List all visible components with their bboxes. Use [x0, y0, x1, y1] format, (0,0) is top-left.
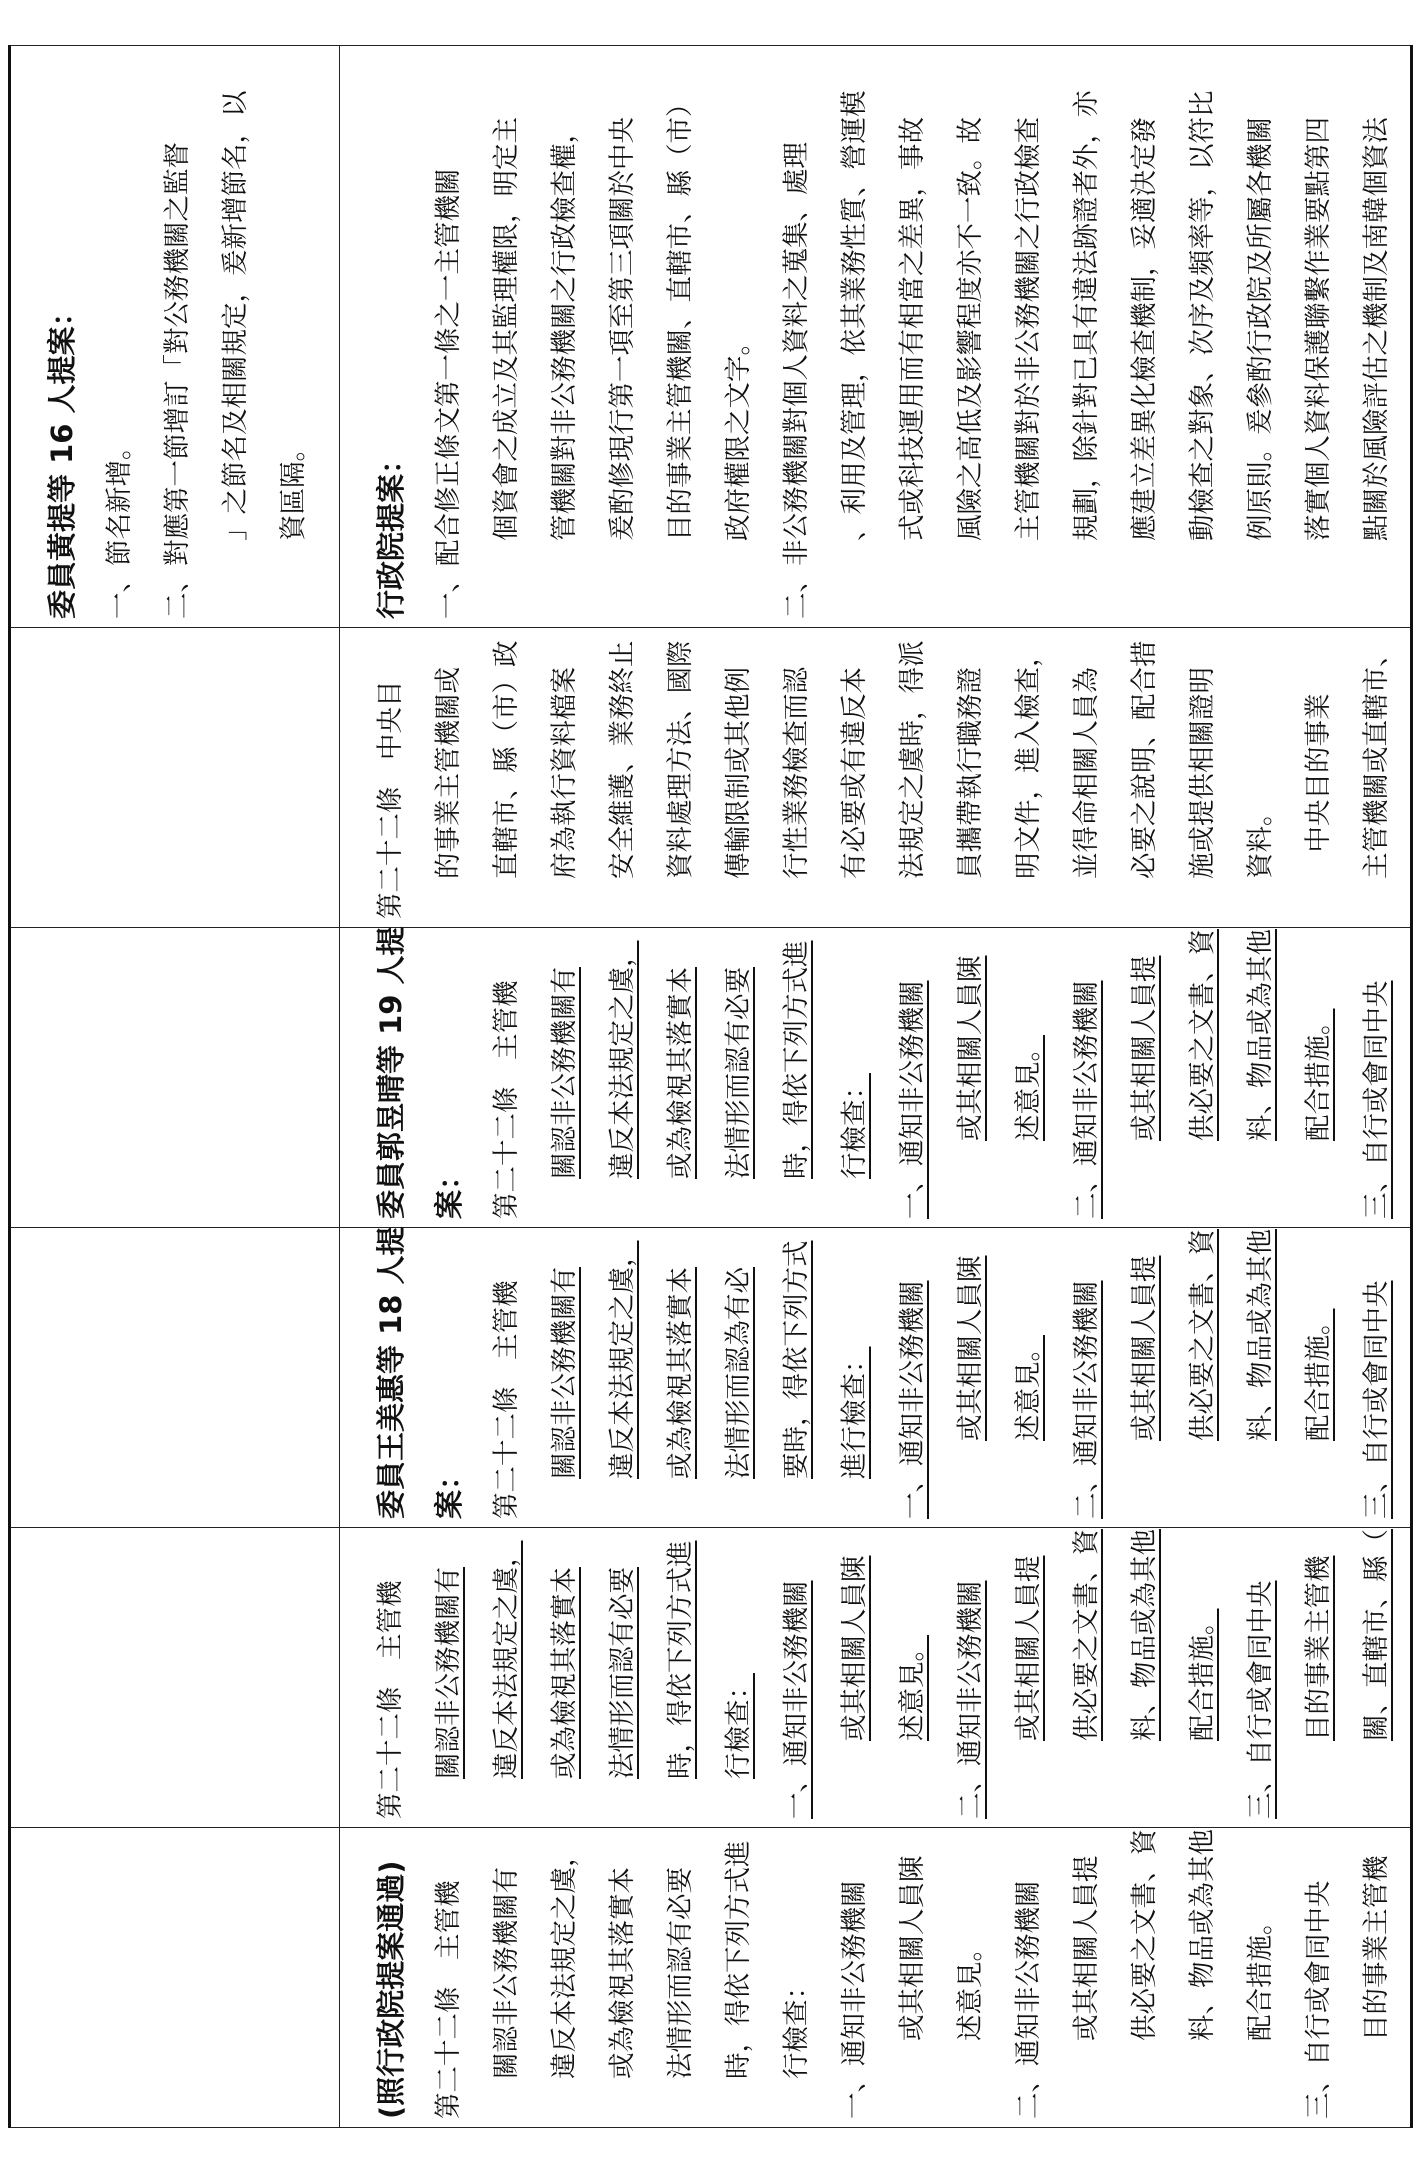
heading: 委員郭昱晴等 19 人提 [374, 926, 408, 1219]
text-line: 第二十二條 中央目 [375, 680, 406, 919]
text-line: 要時，得依下列方式 [781, 1240, 812, 1479]
text-line: 或其相關人員陳 [897, 1855, 928, 2041]
top-cell-2 [10, 1528, 340, 1828]
text-line: 施或提供相關證明 [1187, 667, 1218, 879]
rotated-page [0, 40, 1392, 2140]
text-line: 時，得依下列方式進 [665, 1540, 696, 1779]
text-line: 配合措施。 [1303, 1008, 1334, 1141]
text-line: 主管機關或直轄市、 [1361, 640, 1392, 879]
text-line: 或其相關人員提 [1071, 1855, 1102, 2041]
text-line: 二、非公務機關對個人資料之蒐集、處理 [781, 142, 812, 619]
text-line: 違反本法規定之虞， [491, 1540, 522, 1779]
text-line: 行性業務檢查而認 [781, 667, 812, 879]
text-line: 目的事業主管機 [1303, 1555, 1334, 1741]
text-line: 第二十二條 主管機 [375, 1580, 406, 1819]
heading: 行政院提案： [374, 444, 408, 619]
text-line: 關認非公務機關有 [549, 967, 580, 1179]
text-line: 例原則。爰參酌行政院及所屬各機關 [1245, 117, 1276, 541]
text-line: 行檢查： [723, 1673, 754, 1779]
text-line: 料、物品或為其他 [1245, 929, 1276, 1141]
text-line: 二、通知非公務機關 [1013, 1880, 1044, 2119]
text-line: 風險之高低及影響程度亦不一致。故 [955, 117, 986, 541]
table-row-bottom [340, 46, 1412, 2128]
text-line: 管機關對非公務機關之行政檢查權， [549, 117, 580, 541]
text-line: 述意見。 [1013, 1035, 1044, 1141]
text-line: 或其相關人員陳 [955, 1255, 986, 1441]
text-line: 員攜帶執行職務證 [955, 667, 986, 879]
text-line: 行檢查： [781, 1973, 812, 2079]
text-line: 、利用及管理，依其業務性質、營運模 [839, 90, 870, 541]
bottom-cell-4 [340, 928, 1412, 1228]
text-line: 資區隔。 [278, 435, 309, 541]
text-line: 料、物品或為其他 [1245, 1229, 1276, 1441]
text-line: 違反本法規定之虞， [607, 1240, 638, 1479]
text-line: 供必要之文書、資 [1129, 1829, 1160, 2041]
text-line: 配合措施。 [1187, 1608, 1218, 1741]
bottom-cell-2 [340, 1528, 1412, 1828]
heading: 案： [432, 1460, 466, 1519]
text-line: 一、節名新增。 [104, 433, 135, 619]
text-line: 述意見。 [1013, 1335, 1044, 1441]
text-line: 並得命相關人員為 [1071, 667, 1102, 879]
text-line: 法情形而認有必要 [723, 967, 754, 1179]
heading: 委員王美惠等 18 人提 [374, 1226, 408, 1519]
text-line: 的事業主管機關或 [433, 667, 464, 879]
text-line: 第二十二條 主管機 [433, 1880, 464, 2119]
text-line: 中央目的事業 [1303, 693, 1334, 879]
bottom-cell-1 [340, 1828, 1412, 2128]
text-line: 關認非公務機關有 [433, 1567, 464, 1779]
text-line: 配合措施。 [1303, 1308, 1334, 1441]
text-line: 應建立差異化檢查機制，妥適決定發 [1129, 117, 1160, 541]
text-line: 資料處理方法、國際 [665, 640, 696, 879]
text-line: 二、通知非公務機關 [1071, 1280, 1102, 1519]
text-line: 第二十二條 主管機 [491, 980, 522, 1219]
text-line: 關、直轄市、縣（ [1361, 1529, 1392, 1741]
text-line: 三、自行或會同中央 [1245, 1580, 1276, 1819]
text-line: 三、自行或會同中央 [1361, 1280, 1392, 1519]
text-line: 動檢查之對象、次序及頻率等，以符比 [1187, 90, 1218, 541]
text-line: 供必要之文書、資 [1187, 929, 1218, 1141]
text-line: 直轄市、縣（市）政 [491, 640, 522, 879]
text-line: 違反本法規定之虞， [549, 1840, 580, 2079]
text-line: 或其相關人員提 [1129, 955, 1160, 1141]
text-line: 有必要或有違反本 [839, 667, 870, 879]
top-cell-4 [10, 928, 340, 1228]
text-line: 法情形而認有必要 [607, 1567, 638, 1779]
text-line: 落實個人資料保護聯繫作業要點第四 [1303, 117, 1334, 541]
text-line: 時，得依下列方式進 [781, 940, 812, 1179]
bottom-cell-6 [340, 46, 1412, 628]
text-line: 供必要之文書、資 [1187, 1229, 1218, 1441]
top-cell-6 [10, 46, 340, 628]
text-line: 點關於風險評估之機制及南韓個資法 [1361, 117, 1392, 541]
text-line: 安全維護、業務終止 [607, 640, 638, 879]
text-line: 進行檢查： [839, 1346, 870, 1479]
text-line: 或其相關人員陳 [955, 955, 986, 1141]
top-cell-3 [10, 1228, 340, 1528]
text-line: 配合措施。 [1245, 1908, 1276, 2041]
heading: 案： [432, 1160, 466, 1219]
text-line: 或為檢視其落實本 [607, 1867, 638, 2079]
text-line: 關認非公務機關有 [491, 1867, 522, 2079]
bottom-cell-3 [340, 1228, 1412, 1528]
bottom-cell-5 [340, 628, 1412, 928]
text-line: 第二十二條 主管機 [491, 1280, 522, 1519]
text-line: 一、通知非公務機關 [897, 1280, 928, 1519]
text-line: 目的事業主管機 [1361, 1855, 1392, 2041]
text-line: 供必要之文書、資 [1071, 1529, 1102, 1741]
text-line: 一、通知非公務機關 [897, 980, 928, 1219]
text-line: 必要之說明、配合措 [1129, 640, 1160, 879]
text-line: 述意見。 [955, 1935, 986, 2041]
text-line: 或為檢視其落實本 [665, 1267, 696, 1479]
text-line: 法情形而認為有必 [723, 1267, 754, 1479]
comparison-table [8, 45, 1413, 2128]
text-line: 三、自行或會同中央 [1361, 980, 1392, 1219]
text-line: 或其相關人員陳 [839, 1555, 870, 1741]
text-line: 二、通知非公務機關 [955, 1580, 986, 1819]
heading: (照行政院提案通過) [374, 1860, 408, 2119]
text-line: 或為檢視其落實本 [665, 967, 696, 1179]
text-line: 違反本法規定之虞， [607, 940, 638, 1179]
top-cell-5 [10, 628, 340, 928]
text-line: 料、物品或為其他 [1129, 1529, 1160, 1741]
text-line: 規劃，除針對已具有違法跡證者外，亦 [1071, 90, 1102, 541]
text-line: 府為執行資料檔案 [549, 667, 580, 879]
text-line: 料、物品或為其他 [1187, 1829, 1218, 2041]
text-line: 三、自行或會同中央 [1303, 1880, 1334, 2119]
text-line: 式或科技運用而有相當之差異，事故 [897, 117, 928, 541]
text-line: 政府權限之文字。 [723, 329, 754, 541]
text-line: 述意見。 [897, 1635, 928, 1741]
text-line: 時，得依下列方式進 [723, 1840, 754, 2079]
text-line: 目的事業主管機關、直轄市、縣（市） [665, 90, 696, 541]
text-line: 行檢查： [839, 1073, 870, 1179]
text-line: 個資會之成立及其監理權限，明定主 [491, 117, 522, 541]
text-line: 一、通知非公務機關 [839, 1880, 870, 2119]
text-line: 主管機關對於非公務機關之行政檢查 [1013, 117, 1044, 541]
text-line: 或其相關人員提 [1013, 1555, 1044, 1741]
text-line: 關認非公務機關有 [549, 1267, 580, 1479]
text-line: 傳輸限制或其他例 [723, 667, 754, 879]
text-line: 二、通知非公務機關 [1071, 980, 1102, 1219]
text-line: 爰酌修現行第一項至第三項關於中央 [607, 117, 638, 541]
text-line: 二、對應第一節增訂「對公務機關之監督 [162, 142, 193, 619]
text-line: 或其相關人員提 [1129, 1255, 1160, 1441]
text-line: 法規定之虞時，得派 [897, 640, 928, 879]
text-line: 一、配合修正條文第一條之一主管機關 [433, 168, 464, 619]
text-line: 明文件，進入檢查， [1013, 640, 1044, 879]
heading: 委員黃提等 16 人提案： [45, 297, 79, 619]
text-line: 法情形而認有必要 [665, 1867, 696, 2079]
table-row-top [10, 46, 340, 2128]
top-cell-1 [10, 1828, 340, 2128]
text-line: 資料。 [1245, 799, 1276, 879]
text-line: 或為檢視其落實本 [549, 1567, 580, 1779]
text-line: 一、通知非公務機關 [781, 1580, 812, 1819]
text-line: 」之節名及相關規定，爰新增節名，以 [220, 90, 251, 541]
